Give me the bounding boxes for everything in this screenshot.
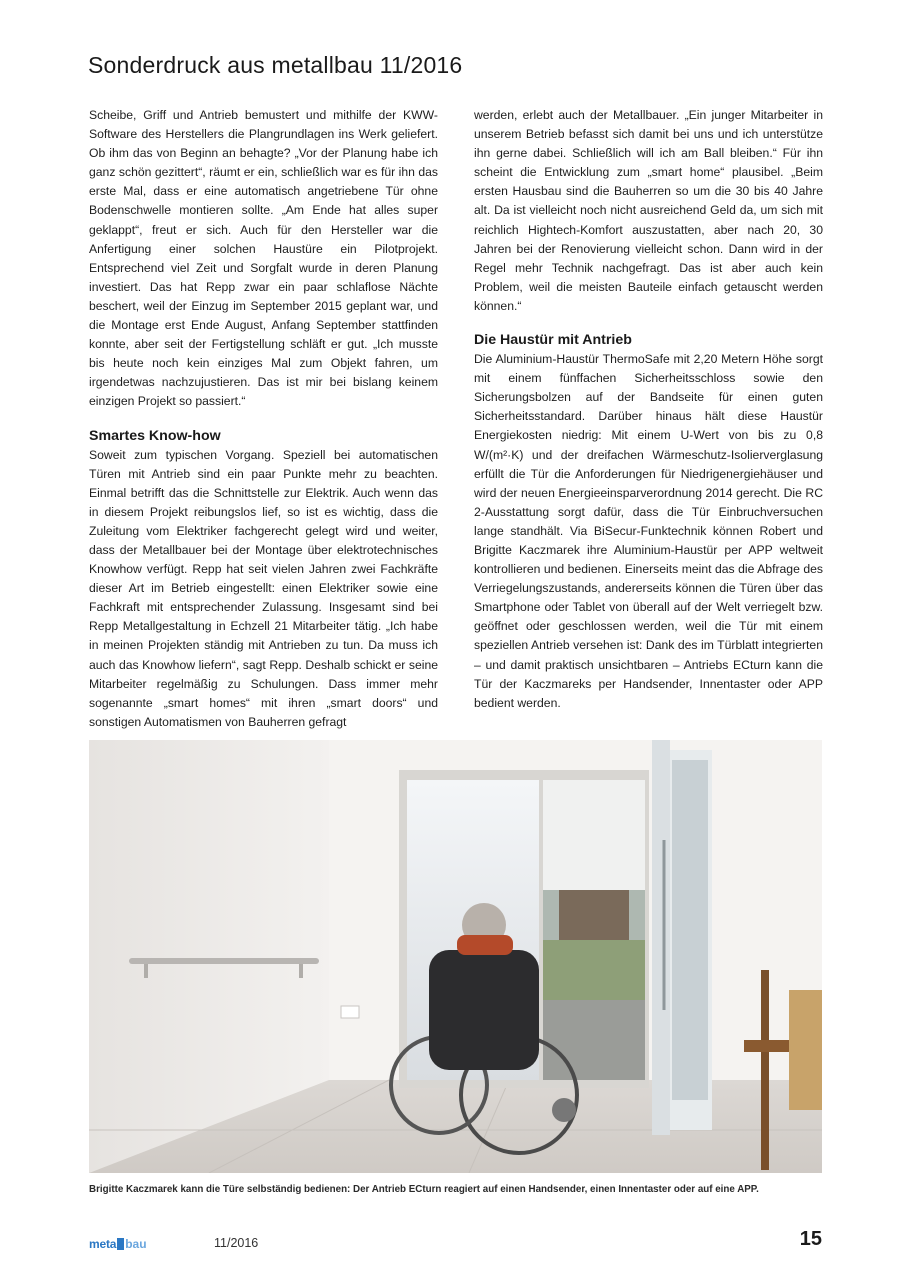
paragraph: Die Aluminium-Haustür ThermoSafe mit 2,20 Metern Höhe sorgt mit einem fünffachen Sicherheitsschloss sowie den Sicherungsbolzen auf der Bandseite für einen guten Sicherheitsstandard. Darüber hinaus hält diese Haustür Energiekosten niedrig: Mit einem U-Wert von bis zu 0,8 W/(m²·K) und der dreifachen Wärmeschutz-Isolierverglasung erfüllt die Tür die Anforderungen für Niedrigenergiehäuser und wird der neuen Energieeinsparverordnung 2014 gerecht. Die RC 2-Ausstattung sorgt dafür, dass die Tür Einbruchversuchen lange standhält. Via BiSecur-Funktechnik können Robert und Brigitte Kaczmarek ihre Aluminium-Haustür per APP weltweit kontrollieren und bedienen. Einerseits meint das die Abfrage des Verriegelungszustands, andererseits können die Türen über das Smartphone oder Tablet von überall auf der Welt verriegelt bzw. geöffnet oder geschlossen werden, weil die Tür mit einem speziellen Antrieb versehen ist: Dank des im Türblatt integrierten – und damit praktisch unsichtbaren – Antriebs ECturn kann die Tür der Kaczmareks per Handsender, Innentaster oder APP bedient werden. [474,352,823,710]
photo-illustration [89,740,822,1173]
text-column-right [474,106,823,713]
page-number: 15 [799,1228,822,1250]
paragraph: Soweit zum typischen Vorgang. Speziell bei automatischen Türen mit Antrieb sind ein paar Punkte mehr zu beachten. Einmal betrifft das die Schnittstelle zur Elektrik. Auch wenn das in diesem Projekt reibungslos lief, so ist es wichtig, dass die Zuleitung vom Elektriker fachgerecht gelegt wird und weiter, dass der Metallbauer bei der Montage über elektrotechnisches Knowhow verfügt. Repp hat seit vielen Jahren zwei Fachkräfte dieser Art im Betrieb eingestellt: einen Elektriker sowie eine Fachkraft mit entsprechender Zulassung. Insgesamt sind bei Repp Metallgestaltung in Echzell 21 Mitarbeiter tätig. „Ich habe in meinen Projekten ständig mit Antrieben zu tun. Da muss ich auch das Knowhow liefern“, sagt Repp. Deshalb schickt er seine Mitarbeiter regelmäßig zu Schulungen. Dass immer mehr sogenannte „smart homes“ mit ihren „smart doors“ und sonstigen Automatismen von Bauherren gefragt [89,447,438,729]
logo-bar-icon [117,1238,124,1250]
text-column-left [89,106,438,732]
article-photo [89,740,822,1173]
page-header-title: Sonderdruck aus metallbau 11/2016 [88,52,463,78]
section-heading: Smartes Know-how [89,427,221,444]
footer-issue: 11/2016 [214,1236,259,1250]
section-heading: Die Haustür mit Antrieb [474,332,632,349]
metallbau-logo [89,1236,147,1252]
paragraph: Scheibe, Griff und Antrieb bemustert und mithilfe der KWW-Software des Herstellers die Plangrundlagen ins Werk geliefert. Ob ihm das von Beginn an behagte? „Vor der Planung habe ich ganz schön gezittert“, räumt er ein, schließlich war es für ihn das erste Mal, dass er eine automatisch angetriebene Tür ohne Bodenschwelle montieren sollte. „Am Ende hat alles super geklappt“, freut er sich. Auch für den Hersteller war die Anfertigung einer solchen Haustüre ein Pilotprojekt. Entsprechend viel Zeit und Sorgfalt wurde in deren Planung investiert. Das hat Repp zwar ein paar schlaflose Nächte beschert, weil der Einzug im September 2015 geplant war, und die Montage erst Ende August, Anfang September stattfinden konnte, aber seit der Fertigstellung schläft er gut. „Ich musste bis heute noch kein einziges Mal zum Objekt fahren, um irgendetwas nachzujustieren. Das ist mir bei bislang keinem einzigen Projekt so passiert.“ [89,108,438,409]
photo-caption: Brigitte Kaczmarek kann die Türe selbständig bedienen: Der Antrieb ECturn reagiert auf einen Handsender, einen Innentaster oder auf eine APP. [89,1184,759,1195]
logo-text-part1: meta [89,1237,117,1251]
logo-text-part2: bau [125,1237,147,1251]
paragraph: werden, erlebt auch der Metallbauer. „Ein junger Mitarbeiter in unserem Betrieb befasst sich damit bei uns und ich unterstütze ihn gerne dabei. Schließlich will ich am Ball bleiben.“ Für ihn scheint die Entwicklung zum „smart home“ plausibel. „Beim ersten Hausbau sind die Bauherren so um die 30 bis 40 Jahre alt. Da ist vielleicht noch nicht ausreichend Geld da, um sich mit reichlich Hightech-Komfort auszustatten, aber nach 20, 30 Jahren bei der Renovierung vielleicht schon. Dann wird in der Regel mehr Technik nachgefragt. Das ist aber auch kein Problem, weil die meisten Bauteile einfach getauscht werden können.“ [474,108,823,313]
